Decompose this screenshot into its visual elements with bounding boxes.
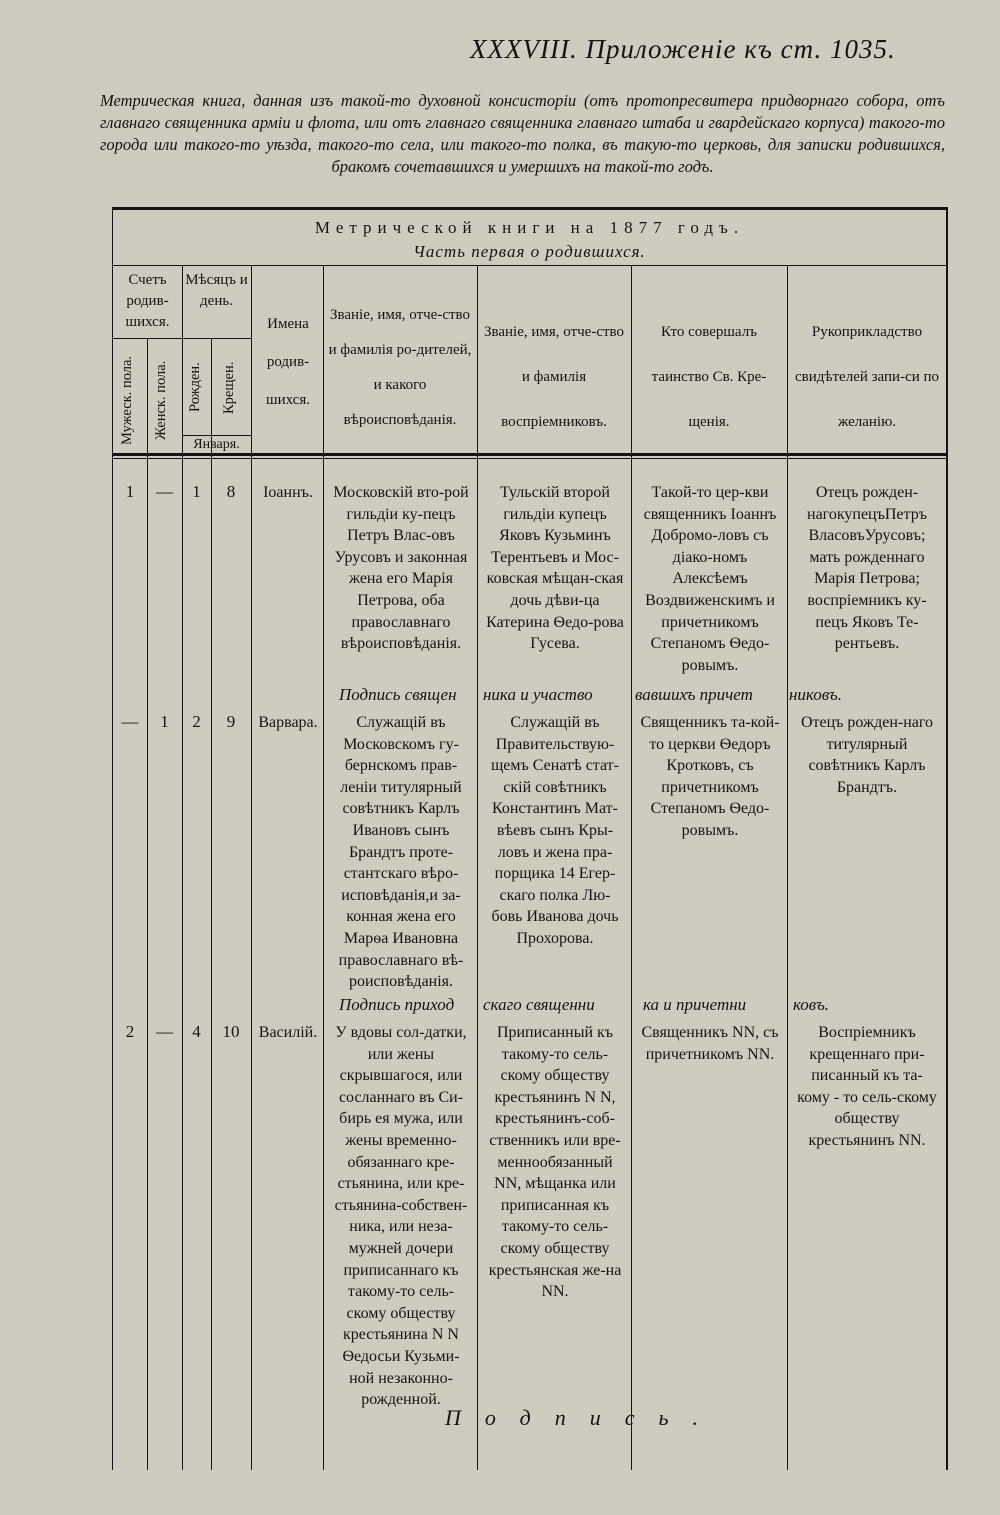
header-names: Имена родив-шихся. bbox=[266, 316, 310, 408]
row2-born: 2 bbox=[192, 712, 201, 731]
row1-born: 1 bbox=[192, 482, 201, 501]
row3-priest: Священникъ NN, съ причетникомъ NN. bbox=[641, 1024, 779, 1063]
header-male: Мужеск. пола. bbox=[119, 355, 135, 445]
row1-male: 1 bbox=[125, 482, 135, 501]
col-rule-4 bbox=[251, 265, 252, 1470]
row3-godparents: Приписанный къ такому-то сель-скому обществу крестьянинъ N N, крестьянинъ-соб-ственникъ или вре-меннообязанный NN, мѣщанка или приписанная къ такому-то сель-скому обществу крестьянская же-на NN. bbox=[488, 1024, 622, 1301]
table-title: Метрической книги на 1877 годъ. bbox=[314, 218, 745, 237]
register-table bbox=[112, 207, 948, 1470]
row3-female: — bbox=[156, 1022, 173, 1041]
row3-baptized: 10 bbox=[222, 1022, 240, 1041]
row3-male: 2 bbox=[125, 1022, 135, 1041]
signature1-part2: ника и участво bbox=[483, 685, 593, 704]
signature2-part1: Подпись приход bbox=[339, 995, 455, 1014]
header-born: Рожден. bbox=[187, 362, 203, 413]
row1-witnesses: Отецъ рожден-нагокупецъПетръ ВласовъУрусовъ; мать рожденнаго Марія Петрова; воспріемникъ ку-пецъ Яковъ Те-рентьевъ. bbox=[807, 484, 927, 653]
header-month: Мѣсяцъ и день. bbox=[185, 272, 248, 309]
row1-name: Іоаннъ. bbox=[263, 484, 313, 501]
row2-parents: Служащій въ Московскомъ гу-бернскомъ прав-леніи титулярный совѣтникъ Карлъ Ивановъ сынъ Брандтъ проте-стантскаго вѣро-исповѣданія,и за-конная жена его Марѳа Ивановна православнаго вѣ-роисповѣданія. bbox=[338, 714, 464, 991]
signature2-part3: ка и причетни bbox=[643, 995, 747, 1014]
col-rule-5 bbox=[323, 265, 324, 1470]
header-baptized: Крещен. bbox=[221, 361, 237, 414]
signature1-part1: Подпись священ bbox=[339, 685, 457, 704]
row1-parents: Московскій вто-рой гильдіи ку-пецъ Петръ Влас-овъ Урусовъ и законная жена его Марія Петрова, оба православнаго вѣроисповѣданія. bbox=[333, 484, 469, 653]
header-godparents: Званіе, имя, отче-ство и фамилія воспріемниковъ. bbox=[483, 324, 625, 430]
row1-godparents: Тульскій второй гильдіи купецъ Яковъ Кузьминъ Терентьевъ и Мос-ковская мѣщан-ская дочь дѣви-ца Катерина Ѳедо-рова Гусева. bbox=[486, 484, 624, 653]
row1-priest: Такой-то цер-кви священникъ Іоаннъ Добромо-ловъ съ діако-номъ Алексѣемъ Воздвиженскимъ и причетникомъ Степаномъ Ѳедо-ровымъ. bbox=[643, 484, 777, 674]
row3-parents: У вдовы сол-датки, или жены скрывшагося, или сосланнаго въ Си-бирь ея мужа, или жены временно-обязаннаго кре-стьянина, или кре-стьянина-собствен-ника, или неза-мужней дочери приписаннаго къ такому-то сель-скому обществу крестьянина N N Ѳедосьи Кузьми-ной незаконно-рожденной. bbox=[334, 1024, 468, 1409]
col-rule-6 bbox=[477, 265, 478, 1470]
row2-godparents: Служащій въ Правительствую-щемъ Сенатѣ стат-скій совѣтникъ Константинъ Мат-вѣевъ сынъ Кры-ловъ и жена пра-порщика 14 Егер-скаго полка Лю-бовь Иванова дочь Прохорова. bbox=[490, 714, 619, 947]
signature1-part4: никовъ. bbox=[789, 685, 842, 704]
row3-name: Василій. bbox=[258, 1024, 318, 1041]
signature1-part3: вавшихъ причет bbox=[635, 685, 753, 704]
header-priest: Кто совершалъ таинство Св. Кре-щенія. bbox=[651, 324, 767, 430]
header-parents: Званіе, имя, отче-ство и фамилія ро-дителей, и какого вѣроисповѣданія. bbox=[328, 307, 472, 428]
footer-signature: Подпись. bbox=[445, 1405, 723, 1430]
col-rule-3 bbox=[211, 338, 212, 1470]
header-count: Счетъ родив-шихся. bbox=[125, 272, 170, 330]
header-month-name: Января. bbox=[193, 437, 240, 452]
header-female: Женск. пола. bbox=[153, 360, 169, 440]
col-rule-1 bbox=[147, 338, 148, 1470]
rule-under-title bbox=[113, 265, 946, 266]
rule-under-header-2 bbox=[113, 458, 946, 459]
row2-priest: Священникъ та-кой-то церкви Ѳедоръ Кротковъ, съ причетникомъ Степаномъ Ѳедо-ровымъ. bbox=[640, 714, 780, 839]
signature2-part4: ковъ. bbox=[793, 995, 830, 1014]
row1-baptized: 8 bbox=[226, 482, 236, 501]
row2-female: 1 bbox=[160, 712, 169, 731]
row3-witnesses: Воспріемникъ крещеннаго при-писанный къ та-кому - то сель-скому обществу крестьянинъ NN. bbox=[797, 1024, 937, 1149]
intro-paragraph: Метрическая книга, данная изъ такой-то духовной консисторіи (отъ протопресвитера придворнаго собора, отъ главнаго священника арміи и флота, или отъ главнаго священника главнаго штаба и гвардейскаго корпуса) такого-то города или такого-то уѣзда, такого-то села, или такого-то полка, въ такую-то церковь, для записки родившихся, бракомъ сочетавшихся и умершихъ на такой-то годъ. bbox=[100, 91, 945, 176]
row3-born: 4 bbox=[192, 1022, 201, 1041]
col-rule-7 bbox=[631, 265, 632, 1470]
row2-baptized: 9 bbox=[226, 712, 236, 731]
row2-witnesses: Отецъ рожден-наго титулярный совѣтникъ Карлъ Брандтъ. bbox=[800, 714, 934, 796]
col-rule-8 bbox=[787, 265, 788, 1470]
page-header: XXXVIII. Приложеніе къ ст. 1035. bbox=[470, 34, 896, 64]
signature2-part2: скаго священни bbox=[483, 995, 595, 1014]
row2-male: — bbox=[121, 712, 139, 731]
row1-female: — bbox=[156, 482, 173, 501]
header-witnesses: Рукоприкладство свидѣтелей запи-си по желанію. bbox=[794, 324, 940, 430]
row2-name: Варвара. bbox=[258, 714, 318, 731]
table-subtitle: Часть первая о родившихся. bbox=[413, 242, 646, 261]
